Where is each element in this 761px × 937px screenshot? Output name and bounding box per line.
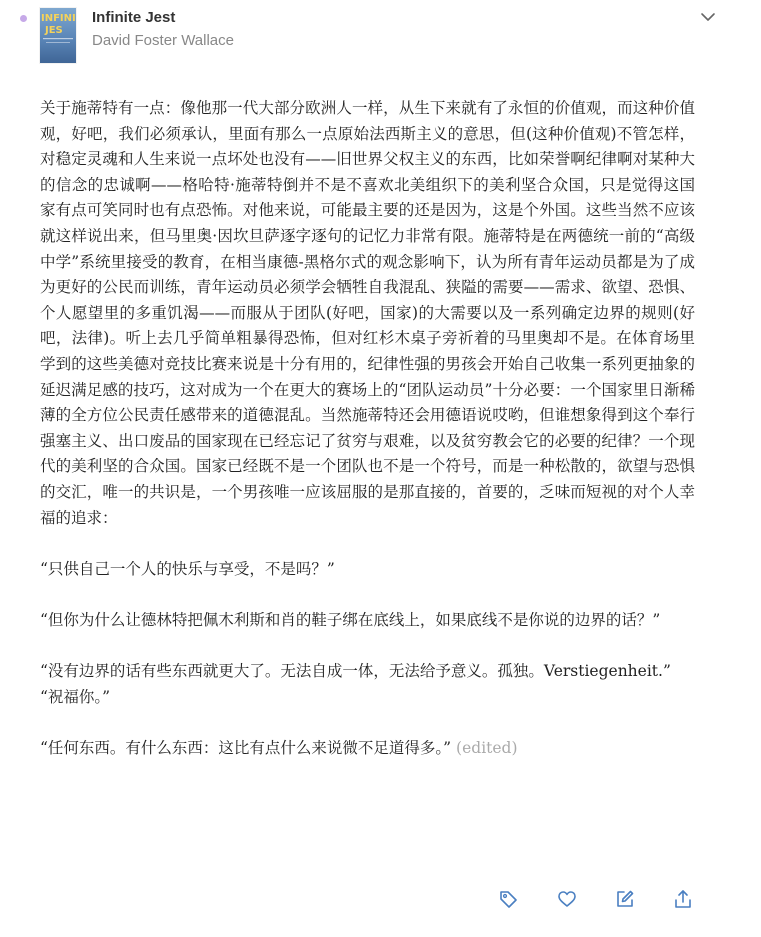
favorite-button[interactable]: [556, 888, 578, 910]
book-author[interactable]: David Foster Wallace: [92, 32, 234, 49]
svg-text:INFINI: INFINI: [41, 13, 76, 24]
quote-line: “祝福你。”: [40, 687, 111, 706]
quote-line-last: [40, 736, 695, 762]
quote-line: “没有边界的话有些东西就更大了。无法自成一体，无法给予意义。孤独。Verstiegenheit.”: [40, 662, 671, 681]
edited-label: (edited): [456, 738, 518, 757]
quote-line: “只供自己一个人的快乐与享受，不是吗？”: [40, 559, 335, 578]
quote-line: “但你为什么让德林特把佩木利斯和肖的鞋子绑在底线上，如果底线不是你说的边界的话？”: [40, 610, 661, 629]
tag-icon: [497, 888, 519, 910]
unread-indicator-dot: [20, 15, 27, 22]
edit-icon: [614, 888, 636, 910]
svg-text:JES: JES: [45, 25, 63, 36]
highlight-paragraph: 关于施蒂特有一点：像他那一代大部分欧洲人一样，从生下来就有了永恒的价值观，而这种价值观，好吧，我们必须承认，里面有那么一点原始法西斯主义的意思，但(这种价值观)不管怎样，对稳定灵魂和人生来说一点坏处也没有——旧世界父权主义的东西，比如荣誉啊纪律啊对某种大的信念的忠诚啊——格哈特·施蒂特倒并不是不喜欢北美组织下的美利坚合众国，只是觉得这国家有点可笑同时也有点恐怖。对他来说，可能最主要的还是因为，这是个外国。这些当然不应该就这样说出来，但马里奥·因坎旦萨逐字逐句的记忆力非常有限。施蒂特是在两德统一前的“高级中学”系统里接受的教育，在相当康德-黑格尔式的观念影响下，认为所有青年运动员都是为了成为更好的公民而训练，青年运动员必须学会牺牲自我混乱、狭隘的需要——需求、欲望、恐惧、个人愿望里的多重饥渴——而服从于团队(好吧，国家)的大需要以及一系列确定边界的规则(好吧，法律)。听上去几乎简单粗暴得恐怖，但对红杉木桌子旁祈着的马里奥却不是。在体育场里学到的这些美德对竞技比赛来说是十分有用的，纪律性强的男孩会开始自己收集一系列更抽象的延迟满足感的技巧，这对成为一个在更大的赛场上的“团队运动员”十分必要：一个国家里日渐稀薄的全方位公民责任感带来的道德混乱。当然施蒂特还会用德语说哎哟，但谁想象得到这个奉行强塞主义、出口废品的国家现在已经忘记了贫穷与艰难，以及贫穷教会它的必要的纪律？一个现代的美利坚的合众国。国家已经既不是一个团队也不是一个符号，而是一种松散的，欲望与恐惧的交汇，唯一的共识是，一个男孩唯一应该屈服的是那直接的，首要的，乏味而短视的对个人幸福的追求：: [40, 99, 695, 527]
share-button[interactable]: [672, 888, 694, 910]
book-title[interactable]: Infinite Jest: [92, 9, 176, 26]
book-cover: [40, 8, 76, 63]
highlight-text: [40, 96, 695, 761]
tag-button[interactable]: [497, 888, 519, 910]
share-icon: [672, 888, 694, 910]
chevron-down-icon[interactable]: [699, 9, 717, 23]
quote-text: “任何东西。有什么东西：这比有点什么来说微不足道得多。”: [40, 738, 452, 757]
heart-icon: [556, 888, 578, 910]
edit-button[interactable]: [614, 888, 636, 910]
